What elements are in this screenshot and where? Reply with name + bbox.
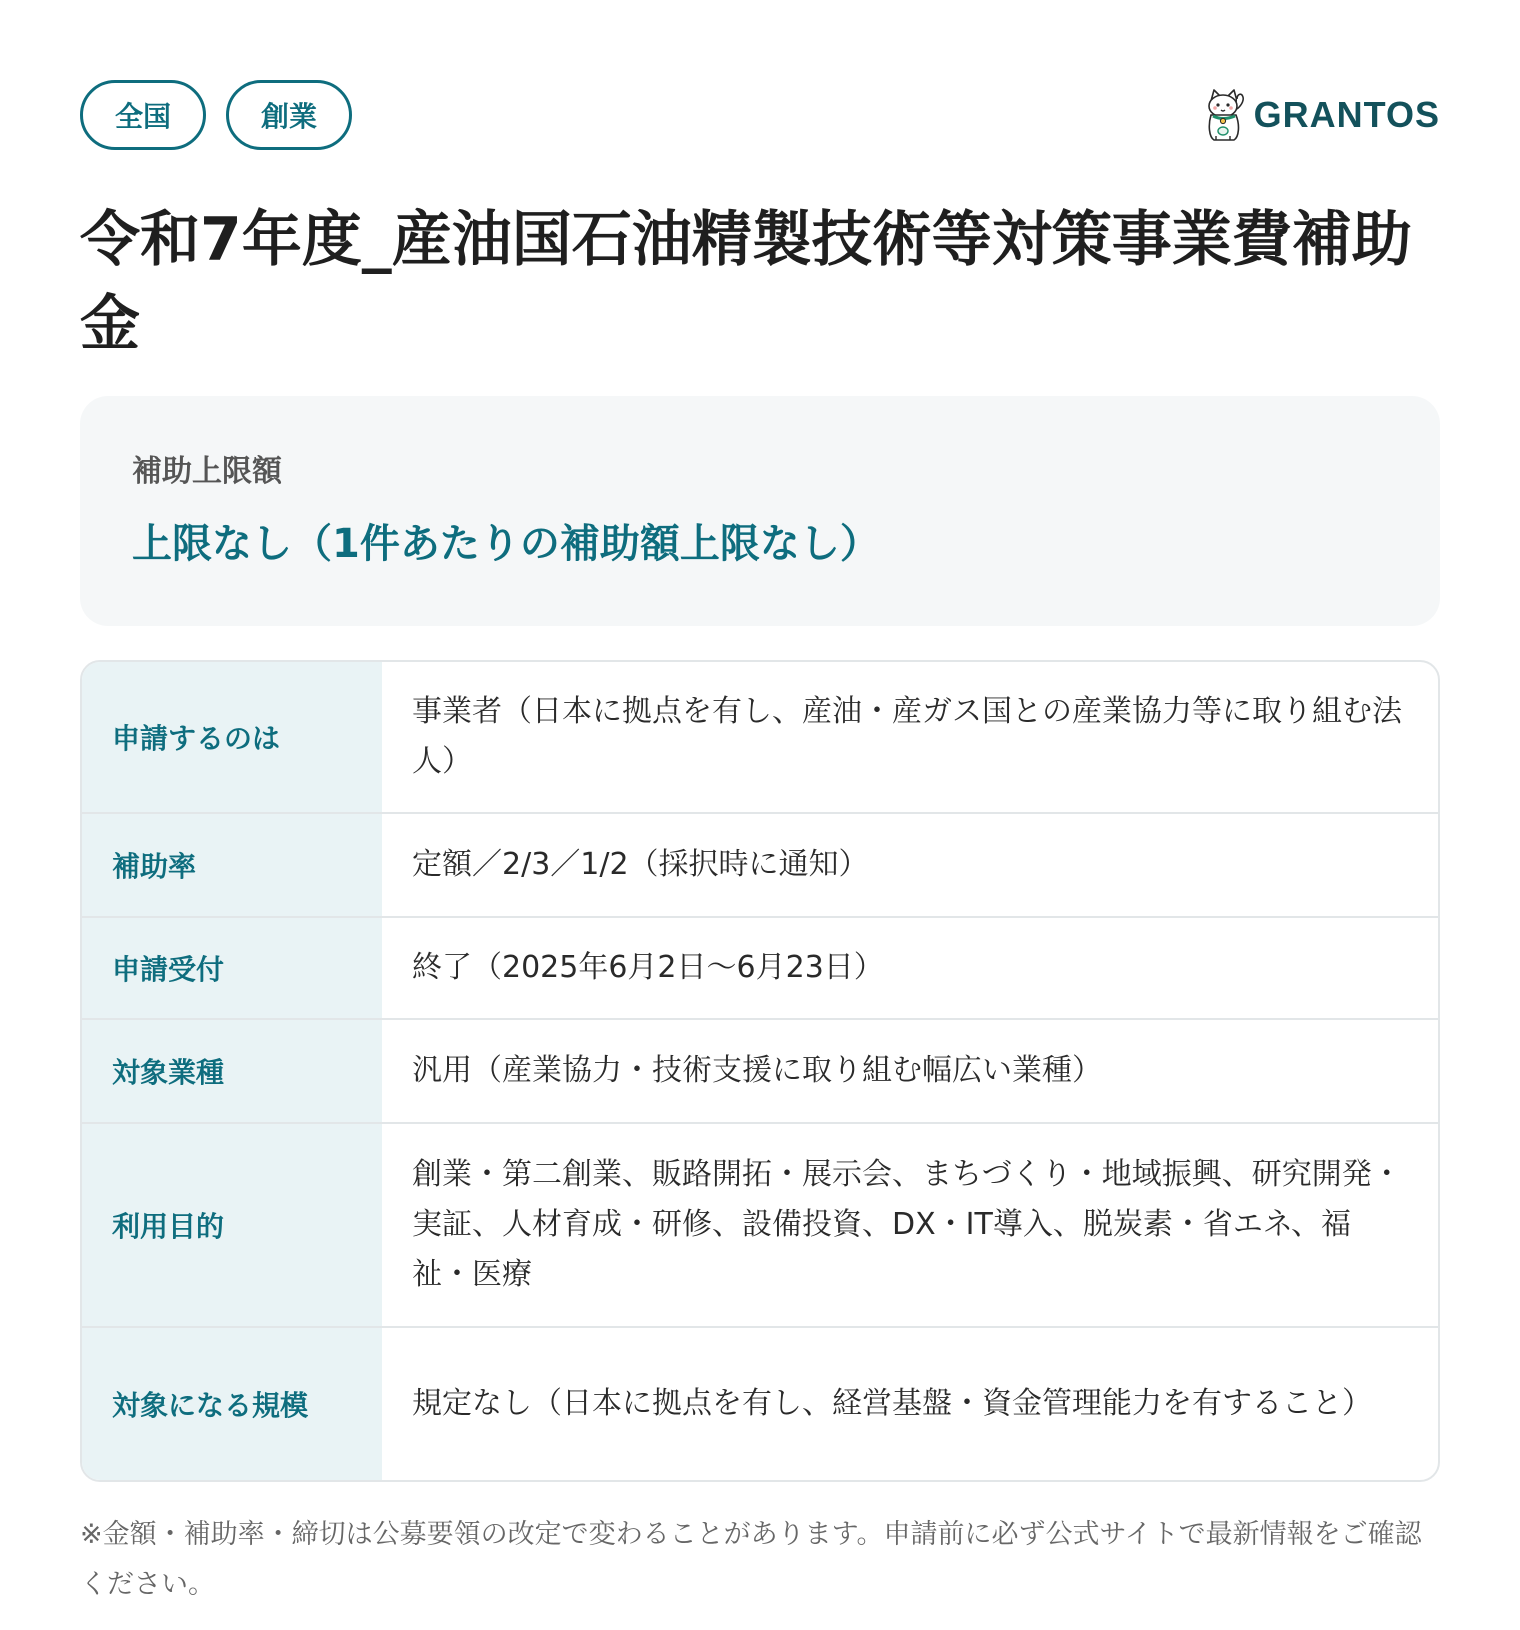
row-value-scale: 規定なし（日本に拠点を有し、経営基盤・資金管理能力を有すること） bbox=[412, 1386, 1372, 1421]
row-label-purpose: 利用目的 bbox=[82, 1124, 382, 1326]
page-title: 令和7年度_産油国石油精製技術等対策事業費補助金 bbox=[80, 205, 1412, 359]
brand-logo[interactable] bbox=[1202, 87, 1440, 143]
table-row bbox=[82, 918, 1438, 1020]
row-label-acceptance: 申請受付 bbox=[82, 918, 382, 1018]
maneki-neko-cat-icon bbox=[1202, 87, 1246, 143]
brand-name: GRANTOS bbox=[1253, 94, 1440, 135]
row-label-scale: 対象になる規模 bbox=[82, 1328, 382, 1480]
subsidy-limit-card bbox=[80, 396, 1440, 626]
tag-region[interactable]: 全国 bbox=[80, 80, 206, 150]
row-label-rate: 補助率 bbox=[82, 814, 382, 916]
row-label-industry: 対象業種 bbox=[82, 1020, 382, 1122]
tag-category[interactable]: 創業 bbox=[226, 80, 352, 150]
row-value-rate: 定額／2/3／1/2（採択時に通知） bbox=[412, 847, 869, 882]
table-row bbox=[82, 814, 1438, 918]
row-label-applicant: 申請するのは bbox=[82, 662, 382, 812]
table-row bbox=[82, 662, 1438, 814]
table-row bbox=[82, 1328, 1438, 1480]
disclaimer-note: ※金額・補助率・締切は公募要領の改定で変わることがあります。申請前に必ず公式サイトで最新情報をご確認ください。 bbox=[80, 1519, 1422, 1600]
table-row bbox=[82, 1124, 1438, 1328]
header bbox=[80, 80, 1440, 150]
table-row bbox=[82, 1020, 1438, 1124]
subsidy-limit-value: 上限なし（1件あたりの補助額上限なし） bbox=[132, 521, 880, 567]
subsidy-limit-label: 補助上限額 bbox=[132, 454, 282, 489]
row-value-industry: 汎用（産業協力・技術支援に取り組む幅広い業種） bbox=[412, 1053, 1102, 1088]
tag-list bbox=[80, 80, 352, 150]
row-value-acceptance: 終了（2025年6月2日〜6月23日） bbox=[412, 950, 884, 985]
row-value-applicant: 事業者（日本に拠点を有し、産油・産ガス国との産業協力等に取り組む法人） bbox=[412, 694, 1402, 779]
row-value-purpose: 創業・第二創業、販路開拓・展示会、まちづくり・地域振興、研究開発・実証、人材育成・研修、設備投資、DX・IT導入、脱炭素・省エネ、福祉・医療 bbox=[412, 1157, 1402, 1292]
details-table bbox=[80, 660, 1440, 1482]
